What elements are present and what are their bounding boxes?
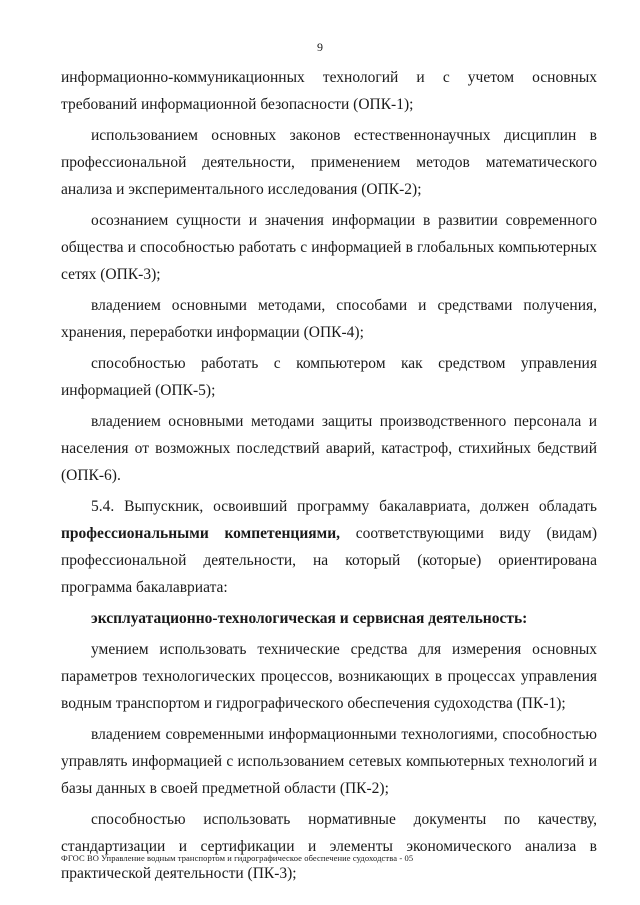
paragraph-pk-2: владением современными информационными технологиями, способностью управлять информацией с использованием сетевых компьютерных технологий и базы данных в своей предметной области (ПК-2); xyxy=(61,726,597,797)
page-body xyxy=(61,64,597,887)
paragraph-opk-2: использованием основных законов естественнонаучных дисциплин в профессиональной деятельности, применением методов математического анализа и экспериментального исследования (ОПК-2); xyxy=(61,127,597,198)
paragraph-pk-3: способностью использовать нормативные документы по качеству, стандартизации и сертификации и элементы экономического анализа в практической деятельности (ПК-3); xyxy=(61,811,597,882)
activity-type-heading: эксплуатационно-технологическая и сервисная деятельность: xyxy=(91,610,528,627)
page-footer: ФГОС ВО Управление водным транспортом и гидрографическое обеспечение судоходства - 05 xyxy=(61,853,414,863)
professional-competencies-term: профессиональными компетенциями, xyxy=(61,525,341,542)
paragraph-opk-3: осознанием сущности и значения информации в развитии современного общества и способностью работать с информацией в глобальных компьютерных сетях (ОПК-3); xyxy=(61,212,597,283)
paragraph-pk-1: умением использовать технические средства для измерения основных параметров технологических процессов, возникающих в процессах управления водным транспортом и гидрографического обеспечения судоходства (ПК-1); xyxy=(61,641,597,712)
paragraph-opk-4: владением основными методами, способами и средствами получения, хранения, переработки информации (ОПК-4); xyxy=(61,297,597,341)
page-number: 9 xyxy=(317,40,323,54)
section-5-4-intro: 5.4. Выпускник, освоивший программу бакалавриата, должен обладать xyxy=(91,498,597,515)
paragraph-opk-1-continued: информационно-коммуникационных технологий и с учетом основных требований информационной безопасности (ОПК-1); xyxy=(61,69,597,113)
paragraph-opk-5: способностью работать с компьютером как средством управления информацией (ОПК-5); xyxy=(61,355,597,399)
paragraph-section-5-4 xyxy=(61,493,597,601)
paragraph-opk-6: владением основными методами защиты производственного персонала и населения от возможных последствий аварий, катастроф, стихийных бедствий (ОПК-6). xyxy=(61,413,597,484)
section-5-4-rest: соответствующими виду (видам) профессиональной деятельности, на который (которые) ориентирована программа бакалавриата: xyxy=(61,525,597,596)
